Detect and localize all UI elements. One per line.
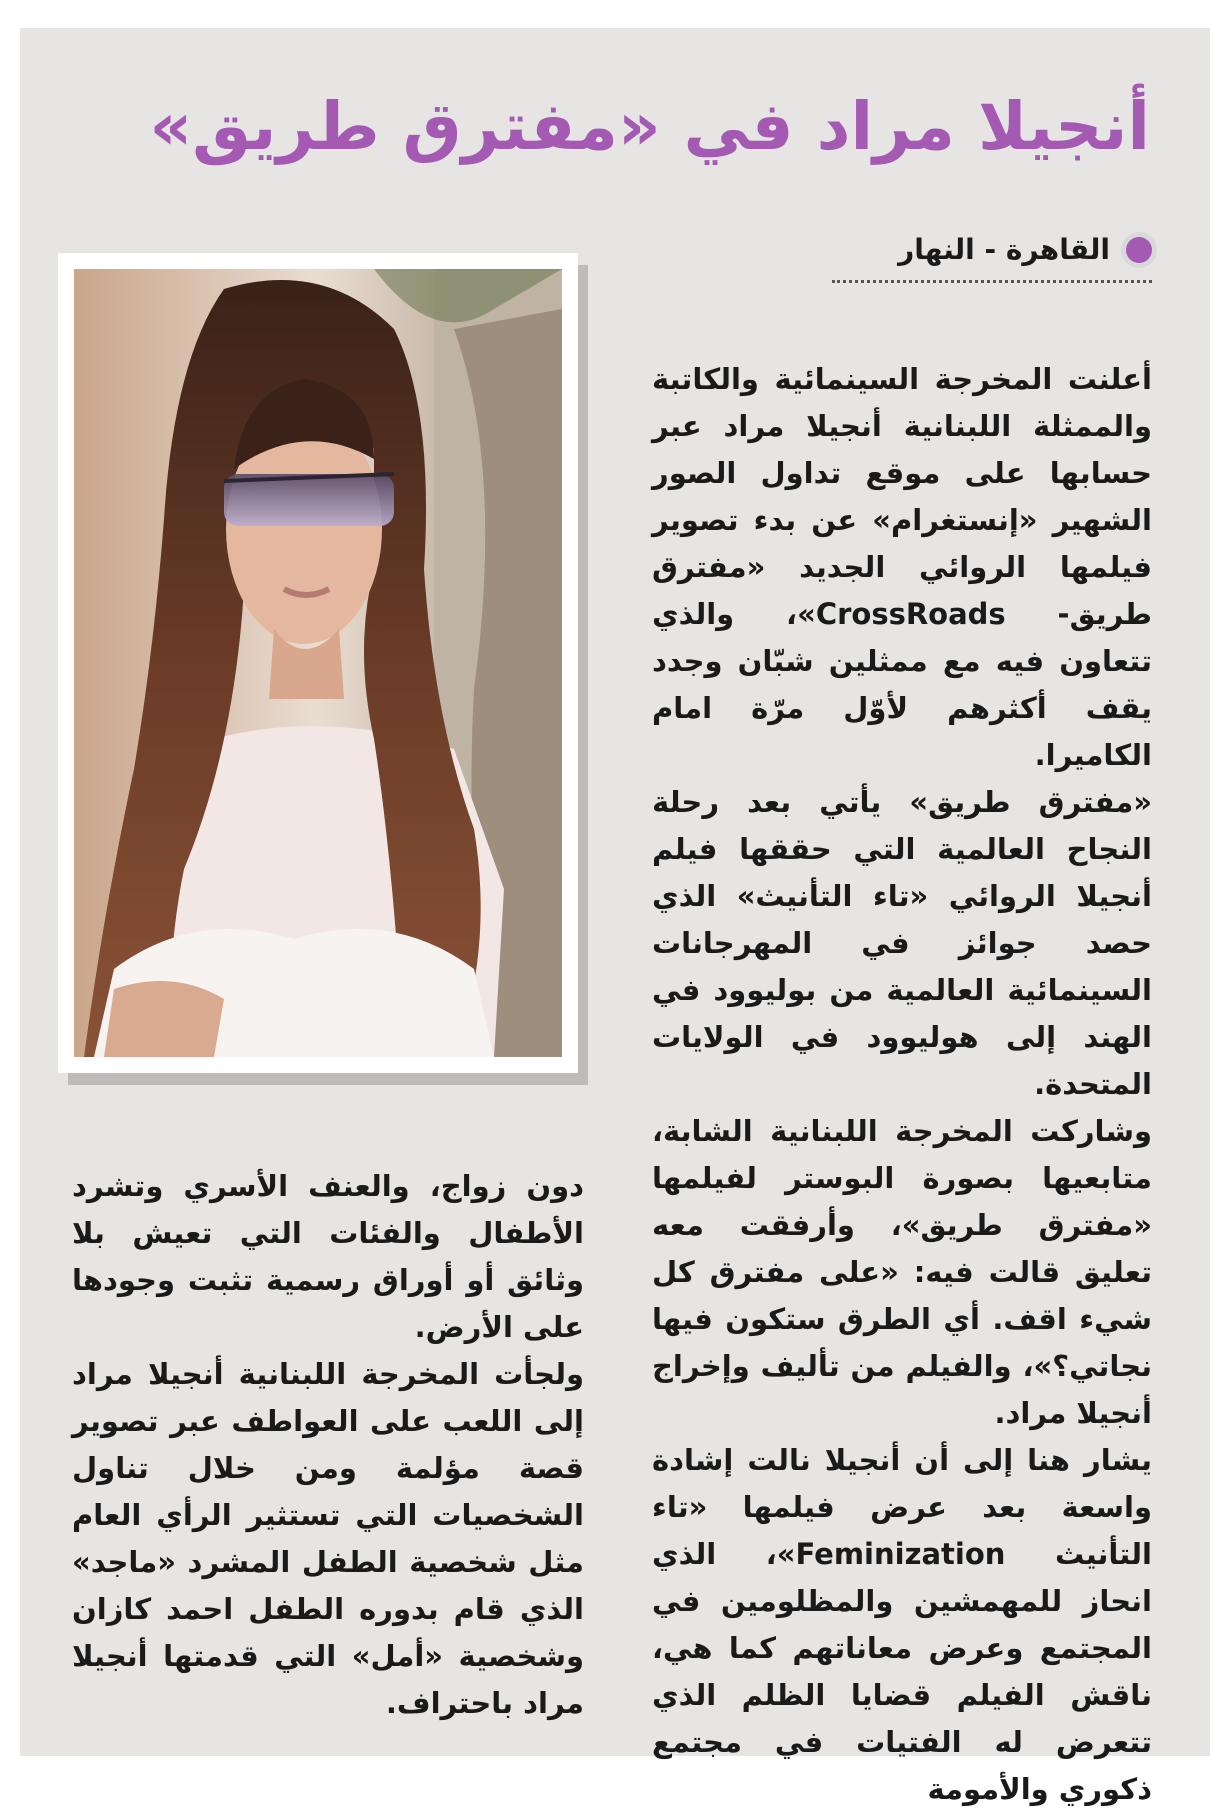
byline-text: القاهرة - النهار — [898, 233, 1110, 266]
portrait-photo — [74, 269, 562, 1057]
headline: أنجيلا مراد في «مفترق طريق» — [149, 88, 1150, 165]
byline — [832, 233, 1152, 283]
photo-frame — [58, 253, 578, 1073]
article-column-left — [72, 1163, 584, 1727]
article-paragraph: «مفترق طريق» يأتي بعد رحلة النجاح العالمية التي حققها فيلم أنجيلا الروائي «تاء التأنيث» الذي حصد جوائز في المهرجانات السينمائية العالمية من بوليوود في الهند إلى هوليوود في الولايات المتحدة. — [652, 785, 1152, 1101]
article-paragraph: دون زواج، والعنف الأسري وتشرد الأطفال والفئات التي تعيش بلا وثائق أو أوراق رسمية تثبت وجودها على الأرض. — [72, 1169, 584, 1344]
bullet-dot-icon — [1126, 237, 1152, 263]
article-paragraph: يشار هنا إلى أن أنجيلا نالت إشادة واسعة بعد عرض فيلمها «تاء التأنيث Feminization»، الذي انحاز للمهمشين والمظلومين في المجتمع وعرض معاناتهم كما هي، ناقش الفيلم قضايا الظلم الذي تتعرض له الفتيات في مجتمع ذكوري والأمومة — [652, 1443, 1152, 1806]
article-paragraph: ولجأت المخرجة اللبنانية أنجيلا مراد إلى اللعب على العواطف عبر تصوير قصة مؤلمة ومن خلال تناول الشخصيات التي تستثير الرأي العام مثل شخصية الطفل المشرد «ماجد» الذي قام بدوره الطفل احمد كازان وشخصية «أمل» التي قدمتها أنجيلا مراد باحتراف. — [72, 1357, 584, 1720]
newspaper-clipping — [20, 28, 1210, 1806]
article-paragraph: أعلنت المخرجة السينمائية والكاتبة والممثلة اللبنانية أنجيلا مراد عبر حسابها على موقع تداول الصور الشهير «إنستغرام» عن بدء تصوير فيلمها الروائي الجديد «مفترق طريق- CrossRoads»، والذي تتعاون فيه مع ممثلين شبّان وجدد يقف أكثرهم لأوّل مرّة امام الكاميرا. — [652, 362, 1152, 772]
article-paragraph: وشاركت المخرجة اللبنانية الشابة، متابعيها بصورة البوستر لفيلمها «مفترق طريق»، وأرفقت معه تعليق قالت فيه: «على مفترق كل شيء اقف. أي الطرق ستكون فيها نجاتي؟»، والفيلم من تأليف وإخراج أنجيلا مراد. — [652, 1114, 1152, 1430]
article-column-right — [652, 356, 1152, 1813]
